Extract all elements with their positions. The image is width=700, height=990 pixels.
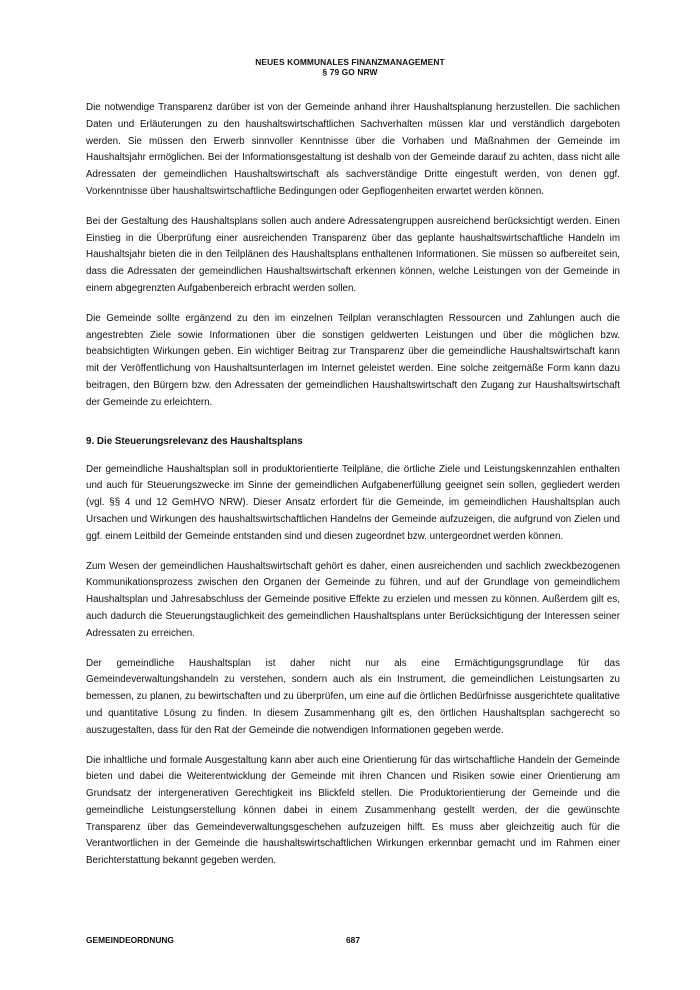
paragraph: Zum Wesen der gemeindlichen Haushaltswirtschaft gehört es daher, einen ausreichenden und sachlich zweckbezogenen Kommunikationsprozess zwischen den Organen der Gemeinde zu führen, und auf der Grundlage von gemeindlichem Haushaltsplan und Jahresabschluss der Gemeinde positive Effekte zu erzielen und messen zu können. Außerdem gilt es, auch dadurch die Steuerungstauglichkeit des gemeindlichen Haushaltsplans unter Berücksichtigung der Interessen seiner Adressaten zu erreichen. — [86, 560, 620, 639]
paragraph: Der gemeindliche Haushaltsplan ist daher nicht nur als eine Ermächtigungsgrundlage für das Gemeindeverwaltungshandeln zu verstehen, sondern auch als ein Instrument, die gemeindlichen Leistungsarten zu bemessen, zu planen, zu bewirtschaften und zu überprüfen, um eine auf die örtlichen Bedürfnisse ausgerichtete qualitative und quantitative Lösung zu finden. In diesem Zusammenhang gilt es, den örtlichen Haushaltsplan sachgerecht so auszugestalten, dass für den Rat der Gemeinde die notwendigen Informationen gegeben werde. — [86, 657, 620, 736]
footer-label: GEMEINDEORDNUNG — [86, 935, 174, 945]
paragraph: Die inhaltliche und formale Ausgestaltung kann aber auch eine Orientierung für das wirtschaftliche Handeln der Gemeinde bieten und dabei die Weiterentwicklung der Gemeinde mit ihren Chancen und Risiken sowie einer Orientierung am Grundsatz der intergenerativen Gerechtigkeit ins Blickfeld stellen. Die Produktorientierung der Gemeinde und die gemeindliche Leistungserstellung können dabei in einem Zusammenhang gestellt werden, der die gewünschte Transparenz über das Gemeindeverwaltungsgeschehen aufzuzeigen hilft. Es muss aber gleichzeitig auch für die Verantwortlichen in der Gemeinde die haushaltswirtschaftlichen Wirkungen erkennbar gemacht und im Rahmen einer Berichterstattung bekannt gegeben werden. — [86, 754, 620, 867]
section-heading: 9. Die Steuerungsrelevanz des Haushaltsplans — [86, 435, 303, 447]
header-title: NEUES KOMMUNALES FINANZMANAGEMENT — [255, 57, 445, 67]
paragraph: Die notwendige Transparenz darüber ist von der Gemeinde anhand ihrer Haushaltsplanung herzustellen. Die sachlichen Daten und Erläuterungen zu den haushaltswirtschaftlichen Sachverhalten müssen klar und verständlich dargeboten werden. Sie müssen den Erwerb sinnvoller Kenntnisse über die Vorhaben und Maßnahmen der Gemeinde im Haushaltsjahr ermöglichen. Bei der Informationsgestaltung ist deshalb von der Gemeinde darauf zu achten, dass nicht alle Adressaten der gemeindlichen Haushaltswirtschaft als sachverständige Dritte eingestuft werden, von denen ggf. Vorkenntnisse über haushaltswirtschaftliche Bedingungen oder Gepflogenheiten erwartet werden können. — [86, 102, 620, 197]
page-number: 687 — [346, 935, 360, 945]
paragraph: Die Gemeinde sollte ergänzend zu den im einzelnen Teilplan veranschlagten Ressourcen und Zahlungen auch die angestrebten Ziele sowie Informationen über die sonstigen geldwerten Leistungen und über die möglichen bzw. beabsichtigten Wirkungen geben. Ein wichtiger Beitrag zur Transparenz über die gemeindliche Haushaltswirtschaft kann mit der Veröffentlichung von Haushaltsunterlagen im Internet geleistet werden. Eine solche zeitgemäße Form kann dazu beitragen, den Bürgern bzw. den Adressaten der gemeindlichen Haushaltswirtschaft den Zugang zur Haushaltswirtschaft der Gemeinde zu erleichtern. — [86, 312, 620, 408]
page-body — [86, 100, 620, 883]
paragraph: Bei der Gestaltung des Haushaltsplans sollen auch andere Adressatengruppen ausreichend berücksichtigt werden. Einen Einstieg in die Überprüfung einer ausreichenden Transparenz über das geplante haushaltswirtschaftliche Handeln im Haushaltsjahr bieten die in den Teilplänen des Haushaltsplans enthaltenen Informationen. Sie müssen so aufbereitet sein, dass die Adressaten der gemeindlichen Haushaltswirtschaft erkennen können, welche Leistungen von der Gemeinde in einem abgegrenzten Aufgabenbereich erbracht werden sollen. — [86, 215, 620, 294]
page-header — [0, 57, 700, 77]
paragraph: Der gemeindliche Haushaltsplan soll in produktorientierte Teilpläne, die örtliche Ziele und Leistungskennzahlen enthalten und auch für Steuerungszwecke im Sinne der gemeindlichen Aufgabenerfüllung geeignet sein sollen, gegliedert werden (vgl. §§ 4 und 12 GemHVO NRW). Dieser Ansatz erfordert für die Gemeinde, im gemeindlichen Haushaltsplan auch Ursachen und Wirkungen des haushaltswirtschaftlichen Handelns der Gemeinde aufzuzeigen, die aufgrund von Zielen und ggf. einem Leitbild der Gemeinde entstanden sind und diesen zugeordnet bzw. untergeordnet werden können. — [86, 463, 620, 542]
header-section-ref: § 79 GO NRW — [322, 67, 378, 77]
